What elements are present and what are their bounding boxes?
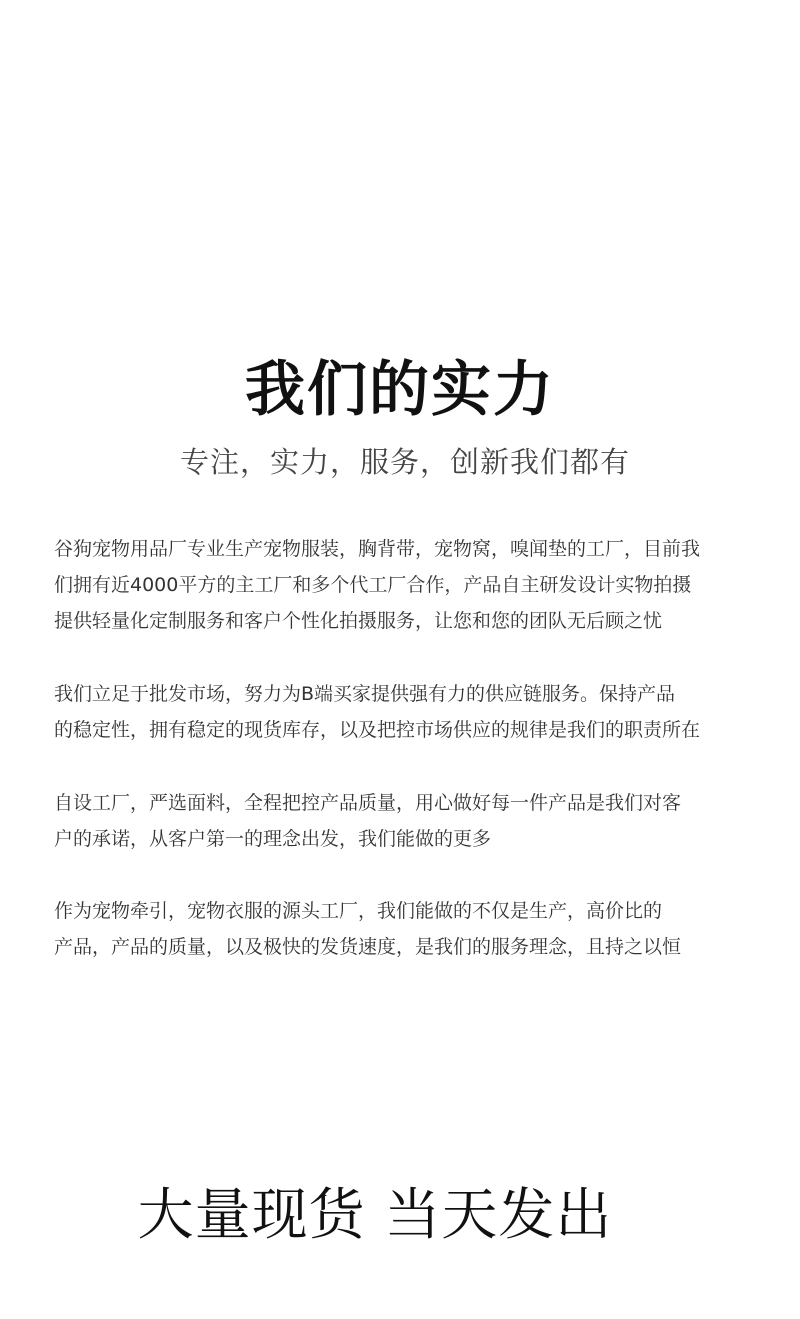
intro-paragraph [54, 531, 774, 639]
paragraph-line: 们拥有近4000平方的主工厂和多个代工厂合作，产品自主研发设计实物拍摄 [54, 574, 692, 596]
section-title: 我们的实力 [245, 355, 555, 425]
quality-paragraph [54, 785, 774, 857]
paragraph-line: 户的承诺，从客户第一的理念出发，我们能做的更多 [54, 828, 492, 850]
service-paragraph [54, 893, 774, 965]
paragraph-line: 我们立足于批发市场，努力为B端买家提供强有力的供应链服务。保持产品 [54, 683, 676, 705]
paragraph-line: 谷狗宠物用品厂专业生产宠物服装，胸背带，宠物窝，嗅闻垫的工厂，目前我 [54, 538, 701, 560]
paragraph-line: 提供轻量化定制服务和客户个性化拍摄服务，让您和您的团队无后顾之忧 [54, 610, 663, 632]
paragraph-line: 作为宠物牵引，宠物衣服的源头工厂，我们能做的不仅是生产，高价比的 [54, 900, 663, 922]
paragraph-line: 产品，产品的质量，以及极快的发货速度，是我们的服务理念，且持之以恒 [54, 936, 682, 958]
section-subtitle: 专注，实力，服务，创新我们都有 [179, 445, 630, 479]
paragraph-line: 自设工厂，严选面料，全程把控产品质量，用心做好每一件产品是我们对客 [54, 792, 682, 814]
stock-slogan: 大量现货 当天发出 [137, 1183, 613, 1248]
wholesale-paragraph [54, 676, 774, 748]
paragraph-line: 的稳定性，拥有稳定的现货库存，以及把控市场供应的规律是我们的职责所在 [54, 719, 701, 741]
